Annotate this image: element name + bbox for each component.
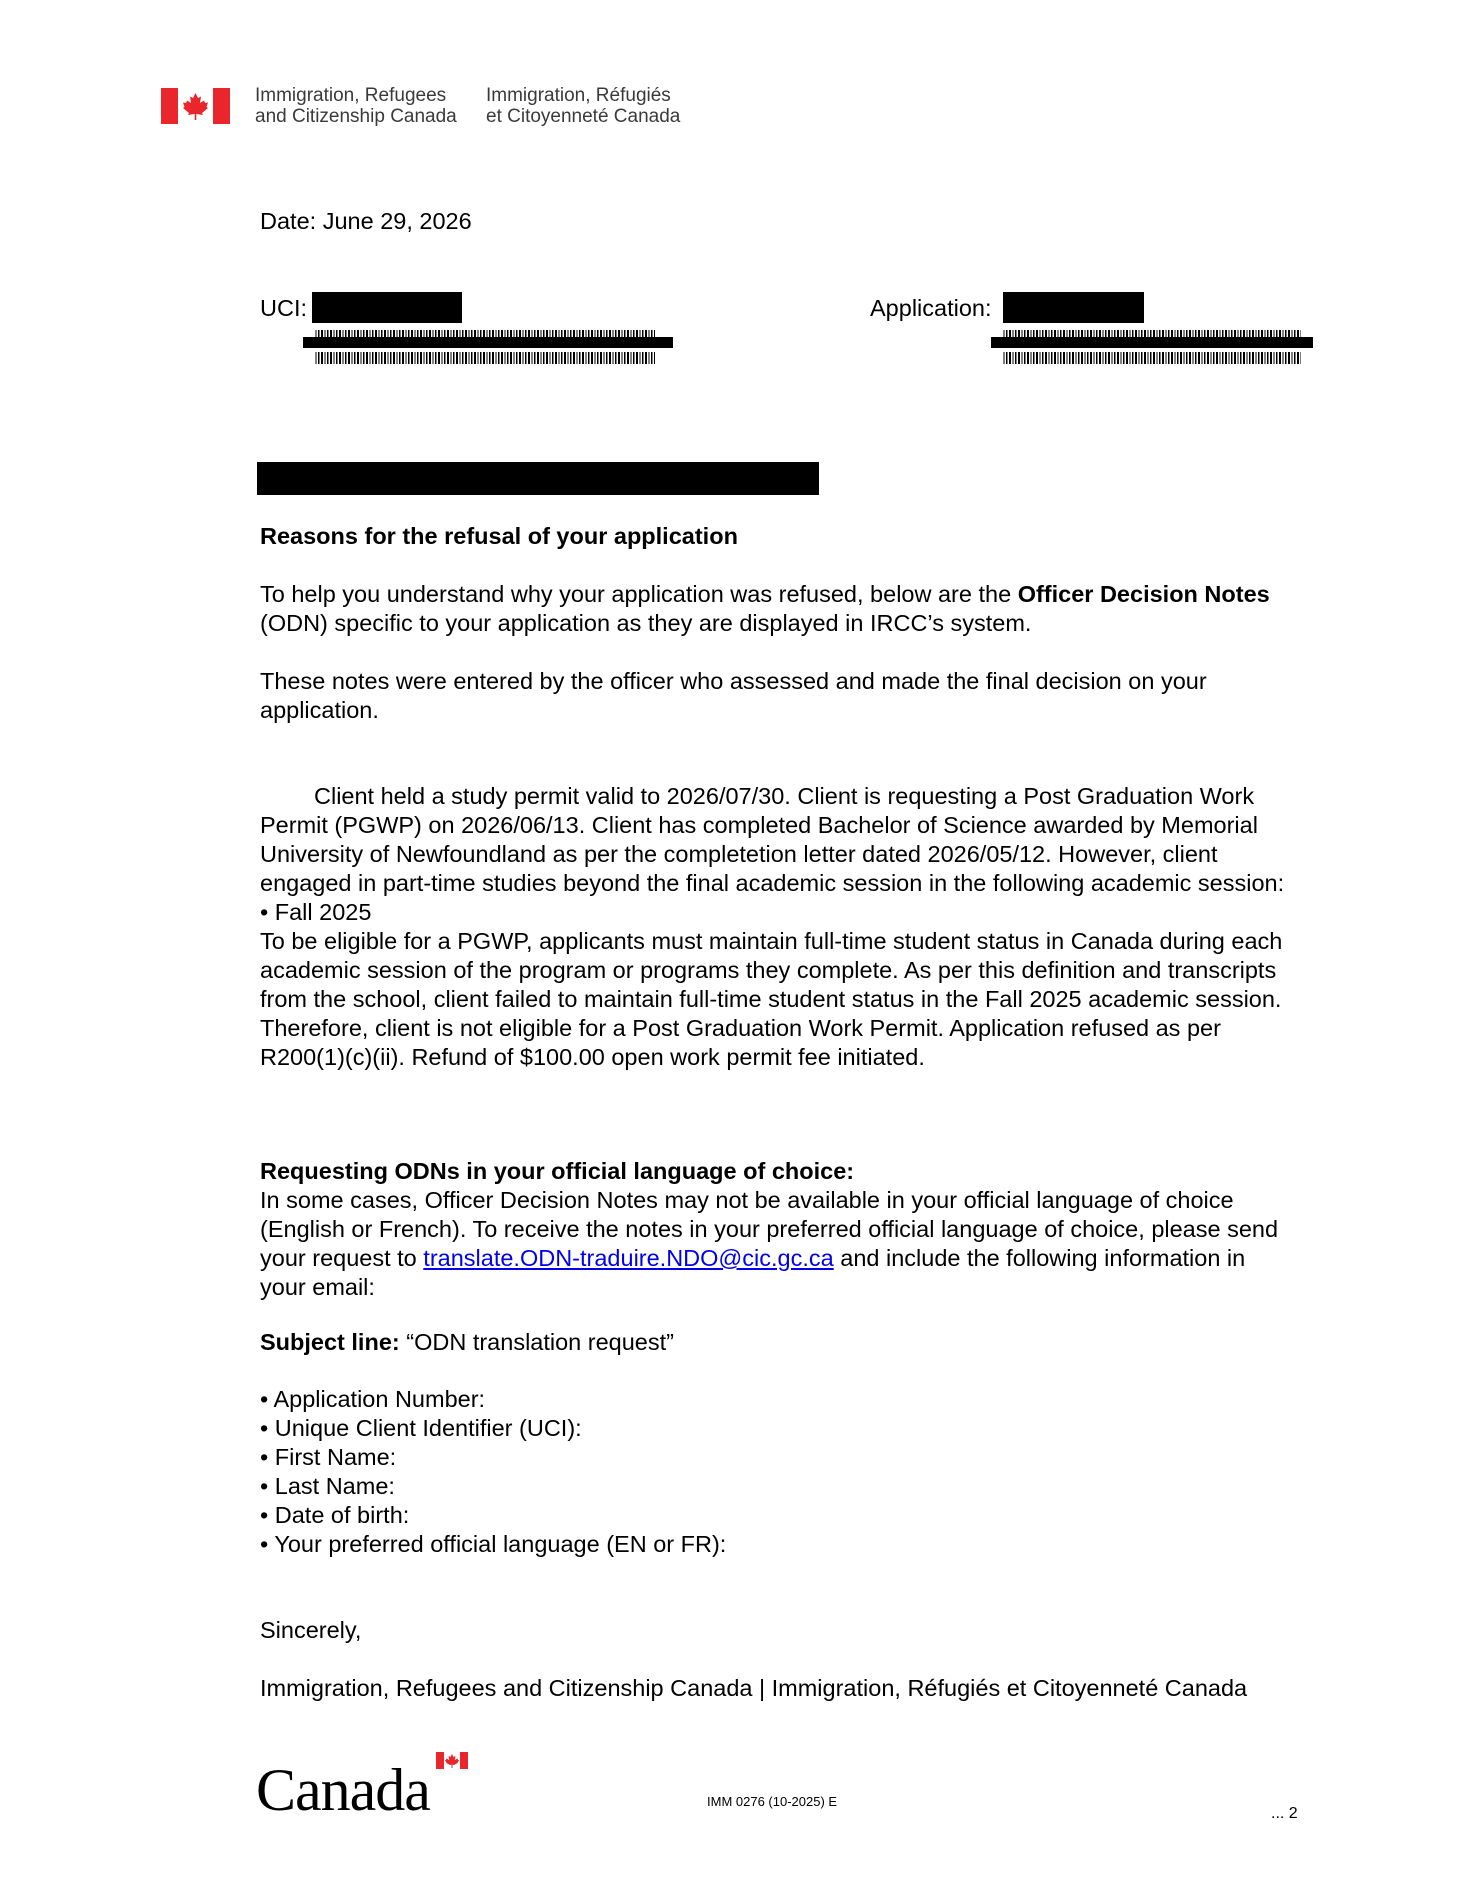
- uci-barcode-icon: [303, 330, 673, 364]
- applicant-name-redaction: [257, 462, 819, 495]
- subject-label: Subject line:: [260, 1329, 400, 1355]
- subject-line: [260, 1328, 674, 1357]
- translation-email-link[interactable]: translate.ODN-traduire.NDO@cic.gc.ca: [423, 1245, 834, 1271]
- uci-redaction: [312, 292, 462, 323]
- request-paragraph: [260, 1186, 1295, 1302]
- request-title: Requesting ODNs in your official language of choice:: [260, 1158, 855, 1184]
- uci-label: UCI:: [260, 295, 307, 321]
- department-name-fr-line1: Immigration, Réfugiés: [486, 85, 671, 106]
- intro-paragraph: [260, 580, 1320, 638]
- notes-entered-paragraph: These notes were entered by the officer who assessed and made the final decision on your application.: [260, 668, 1207, 723]
- letter-date: [260, 207, 472, 236]
- application-label: Application:: [870, 295, 992, 321]
- canada-wordmark-text: Canada: [256, 1757, 430, 1823]
- department-name-fr-line2: et Citoyenneté Canada: [486, 106, 681, 127]
- odn-paragraph-2: To be eligible for a PGWP, applicants must maintain full-time student status in Canada during each academic session of the program or programs they complete. As per this definition and transcripts from the school, client failed to maintain full-time student status in the Fall 2025 academic session. Therefore, client is not eligible for a Post Graduation Work Permit. Application refused as per R200(1)(c)(ii). Refund of $100.00 open work permit fee initiated.: [260, 928, 1283, 1070]
- request-text-1: In some cases, Officer Decision Notes may not be available in your official language of choice (English or French). To receive the notes in your preferred official language of choice, please send your request to: [260, 1187, 1279, 1271]
- list-item: • Date of birth:: [260, 1501, 726, 1530]
- subject-value: “ODN translation request”: [399, 1329, 674, 1355]
- department-name-en-line1: Immigration, Refugees: [255, 85, 447, 106]
- department-name-fr: [486, 85, 680, 127]
- list-item: • First Name:: [260, 1443, 726, 1472]
- required-info-list: [260, 1385, 726, 1559]
- section-title: Reasons for the refusal of your application: [260, 523, 738, 549]
- application-barcode-icon: [991, 330, 1313, 364]
- odn-bullet: • Fall 2025: [260, 899, 372, 925]
- list-item: • Application Number:: [260, 1385, 726, 1414]
- closing: Sincerely,: [260, 1617, 362, 1643]
- page-marker: ... 2: [1271, 1805, 1298, 1822]
- department-name-en-line2: and Citizenship Canada: [255, 106, 457, 127]
- wordmark-flag-icon: [436, 1752, 468, 1769]
- list-item: • Unique Client Identifier (UCI):: [260, 1414, 726, 1443]
- department-name-en: [255, 85, 457, 127]
- officer-decision-notes: [260, 782, 1295, 1072]
- date-value: June 29, 2026: [322, 208, 472, 234]
- application-redaction: [1003, 292, 1144, 323]
- signature: Immigration, Refugees and Citizenship Canada | Immigration, Réfugiés et Citoyenneté Canada: [260, 1675, 1248, 1701]
- canada-wordmark: [256, 1752, 476, 1822]
- intro-bold: Officer Decision Notes: [1017, 581, 1270, 607]
- date-label: Date:: [260, 208, 317, 234]
- intro-text-2: (ODN) specific to your application as they are displayed in IRCC’s system.: [260, 610, 1032, 636]
- intro-text-1: To help you understand why your application was refused, below are the: [260, 581, 1018, 607]
- request-section: [260, 1157, 1295, 1302]
- list-item: • Last Name:: [260, 1472, 726, 1501]
- request-text-2: and include the following information in your email:: [260, 1245, 1246, 1300]
- form-code: IMM 0276 (10-2025) E: [707, 1794, 838, 1809]
- list-item: • Your preferred official language (EN or FR):: [260, 1530, 726, 1559]
- canada-flag-icon: [161, 88, 230, 124]
- odn-paragraph-1: Client held a study permit valid to 2026/07/30. Client is requesting a Post Graduation Work Permit (PGWP) on 2026/06/13. Client has completed Bachelor of Science awarded by Memorial University of Newfoundland as per the completetion letter dated 2026/05/12. However, client engaged in part-time studies beyond the final academic session in the following academic session:: [260, 783, 1285, 896]
